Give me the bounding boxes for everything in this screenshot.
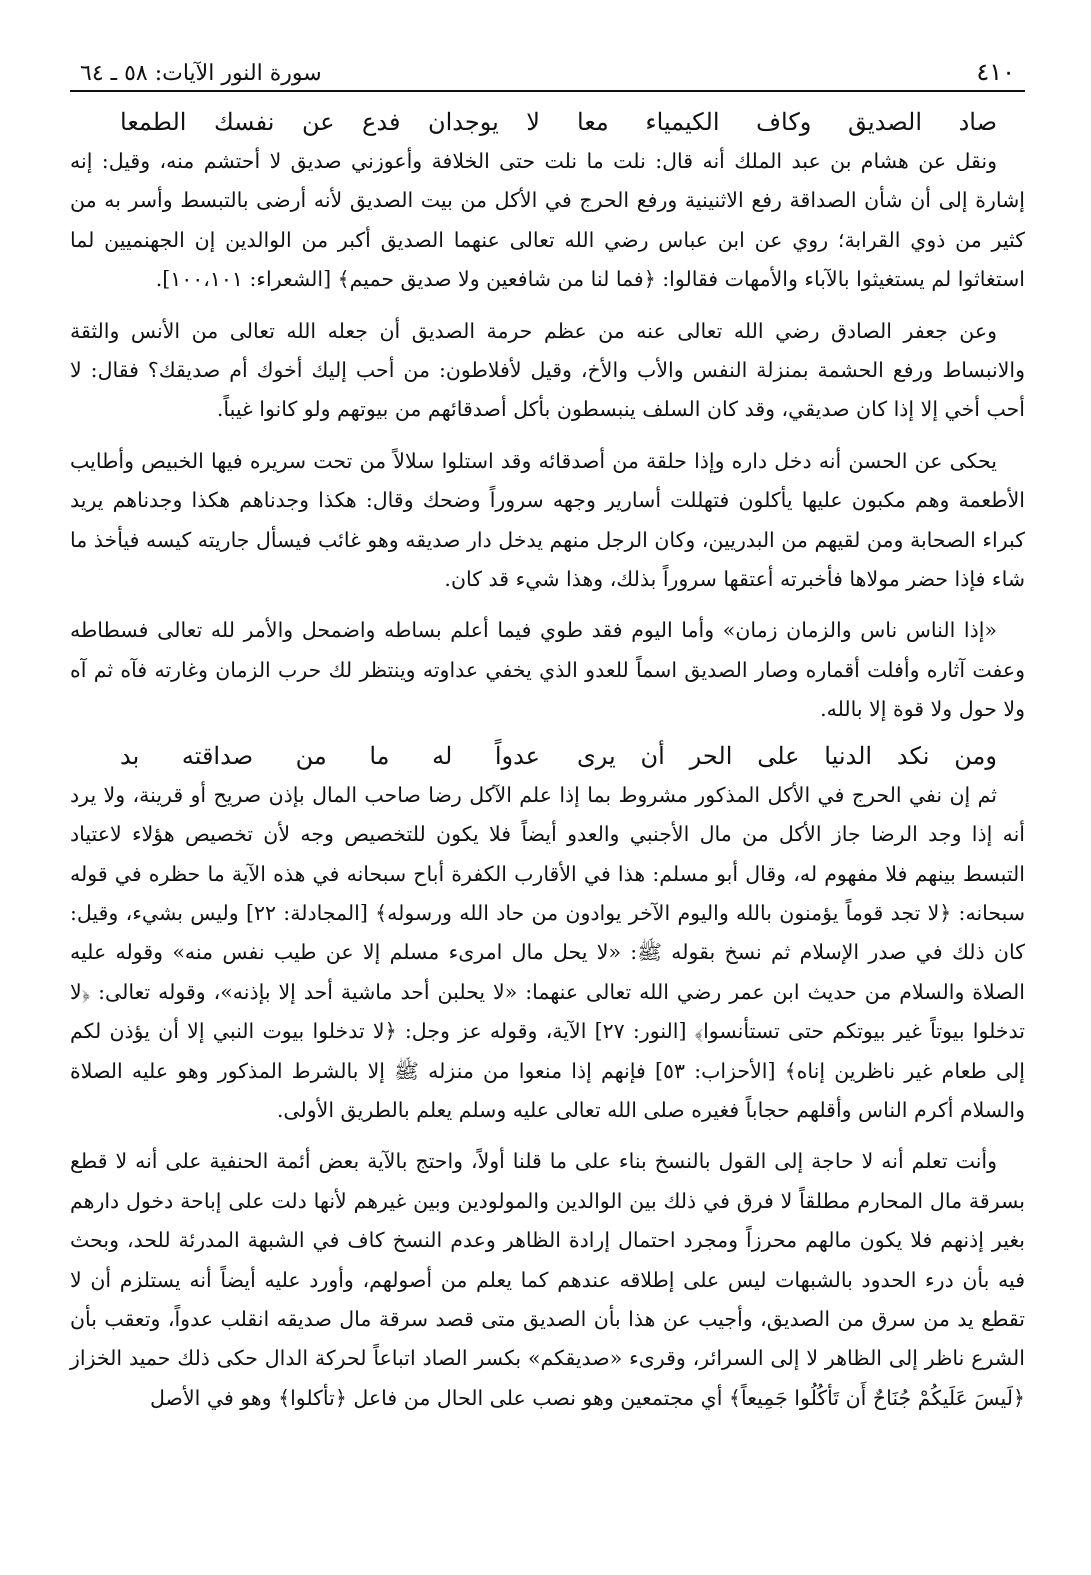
paragraph-1: ونقل عن هشام بن عبد الملك أنه قال: نلت ما نلت حتى الخلافة وأعوزني صديق لا أحتشم منه، وقيل: إنه إشارة إلى أن شأن الصداقة رفع الاثنينية ورفع الحرج في الأكل من بيت الصديق لأنه أرضى بالتبسط وأسر به من كثير من ذوي القرابة؛ روي عن ابن عباس رضي الله تعالى عنهما الصديق أكبر من الوالدين إن الجهنميين لما استغاثوا لم يستغيثوا بالآباء والأمهات فقالوا: ﴿فما لنا من شافعين ولا صديق حميم﴾ [الشعراء: ١٠٠،١٠١]. — [70, 149, 1025, 292]
paragraph-4: «إذا الناس ناس والزمان زمان» وأما اليوم فقد طوي فيما أعلم بساطه واضمحل والأمر لله تعالى فسطاطه وعفت آثاره وأفلت أقماره وصار الصديق اسماً للعدو الذي يخفي عداوته وينتظر لك حرب الزمان وغارته فآه ثم آه ولا حول ولا قوة إلا بالله. — [70, 618, 1025, 722]
poetry-verse-2 — [70, 736, 1025, 776]
verse-2-first-hemistich: ومن نكد الدنيا على الحر أن يرى — [577, 741, 997, 770]
page-number: ٤١٠ — [976, 58, 1015, 86]
paragraph-5: ثم إن نفي الحرج في الأكل المذكور مشروط بما إذا علم الآكل رضا صاحب المال بإذن صريح أو قرينة، ولا يرد أنه إذا وجد الرضا جاز الأكل من مال الأجنبي والعدو أيضاً فلا يكون للتخصيص وجه لأن تخصيص هؤلاء لاعتياد التبسط بينهم فلا مفهوم له، وقال أبو مسلم: هذا في الأقارب الكفرة أباح سبحانه في هذه الآية ما حظره في قوله سبحانه: ﴿لا تجد قوماً يؤمنون بالله واليوم الآخر يوادون من حاد الله ورسوله﴾ [المجادلة: ٢٢] وليس بشيء، وقيل: كان ذلك في صدر الإسلام ثم نسخ بقوله ﷺ: «لا يحل مال امرىء مسلم إلا عن طيب نفس منه» وقوله عليه الصلاة والسلام من حديث ابن عمر رضي الله تعالى عنهما: «لا يحلبن أحد ماشية أحد إلا بإذنه»، وقوله تعالى: ﴿لا تدخلوا بيوتاً غير بيوتكم حتى تستأنسوا﴾ [النور: ٢٧] الآية، وقوله عز وجل: ﴿لا تدخلوا بيوت النبي إلا أن يؤذن لكم إلى طعام غير ناظرين إناه﴾ [الأحزاب: ٥٣] فإنهم إذا منعوا من منزله ﷺ إلا بالشرط المذكور وهو عليه الصلاة والسلام أكرم الناس وأقلهم حجاباً فغيره صلى الله تعالى عليه وسلم يعلم بالطريق الأولى. — [70, 782, 1026, 1122]
paragraph-2: وعن جعفر الصادق رضي الله تعالى عنه من عظم حرمة الصديق أن جعله الله تعالى من الأنس والثقة والانبساط ورفع الحشمة بمنزلة النفس والأب والأخ، وقيل لأفلاطون: من أحب إليك أخوك أم صديقك؟ فقال: لا أحب أخي إلا إذا كان صديقي، وقد كان السلف ينبسطون بأكل أصدقائهم من بيوتهم ولو كانوا غيباً. — [70, 318, 1025, 422]
paragraph-3: يحكى عن الحسن أنه دخل داره وإذا حلقة من أصدقائه وقد استلوا سلالاً من تحت سريره فيها الخبيص وأطايب الأطعمة وهم مكبون عليها يأكلون فتهللت أسارير وجهه سروراً وضحك وقال: هكذا وجدناهم هكذا وجدناهم يريد كبراء الصحابة ومن لقيهم من البدريين، وكان الرجل منهم يدخل دار صديقه وهو غائب فيسأل جاريته كيسه فيأخذ ما شاء فإذا حضر مولاها فأخبرته أعتقها سروراً بذلك، وهذا شيء قد كان. — [70, 448, 1025, 592]
page-header — [70, 50, 1025, 92]
page — [70, 50, 1025, 1418]
paragraph-6: وأنت تعلم أنه لا حاجة إلى القول بالنسخ بناء على ما قلنا أولاً، واحتج بالآية بعض أئمة الحنفية على أنه لا قطع بسرقة مال المحارم مطلقاً لا فرق في ذلك بين الوالدين والمولودين وبين غيرهم لأنها دلت على إباحة دخول دارهم بغير إذنهم فلا يكون مالهم محرزاً ومجرد احتمال إرادة الظاهر وعدم النسخ كاف في الشبهة المدرئة للحد، وبحث فيه بأن درء الحدود بالشبهات ليس على إطلاقه عندهم كما يعلم من أصولهم، وأورد عليه أيضاً أنه يستلزم أن لا تقطع يد من سرق من الصديق، وأجيب عن هذا بأن الصديق متى قصد سرقة مال صديقه انقلب عدواً، وتعقب بأن الشرع ناظر إلى الظاهر لا إلى السرائر، وقرىء «صديقكم» بكسر الصاد اتباعاً لحركة الدال حكى ذلك حميد الخزاز ﴿لَيسَ عَلَيكُمْ جُنَاحٌ أَن تَأكُلُوا جَمِيعاً﴾ أي مجتمعين وهو نصب على الحال من فاعل ﴿تأكلوا﴾ وهو في الأصل — [70, 1149, 1025, 1410]
verse-2-second-hemistich: عدواً له ما من صداقته بد — [120, 741, 540, 770]
verse-1-first-hemistich: صاد الصديق وكاف الكيمياء معا — [577, 108, 997, 136]
running-title: سورة النور الآيات: ٥٨ ـ ٦٤ — [80, 61, 322, 86]
verse-1-second-hemistich: لا يوجدان فدع عن نفسك الطمعا — [120, 108, 540, 136]
poetry-verse-1 — [70, 102, 1025, 142]
